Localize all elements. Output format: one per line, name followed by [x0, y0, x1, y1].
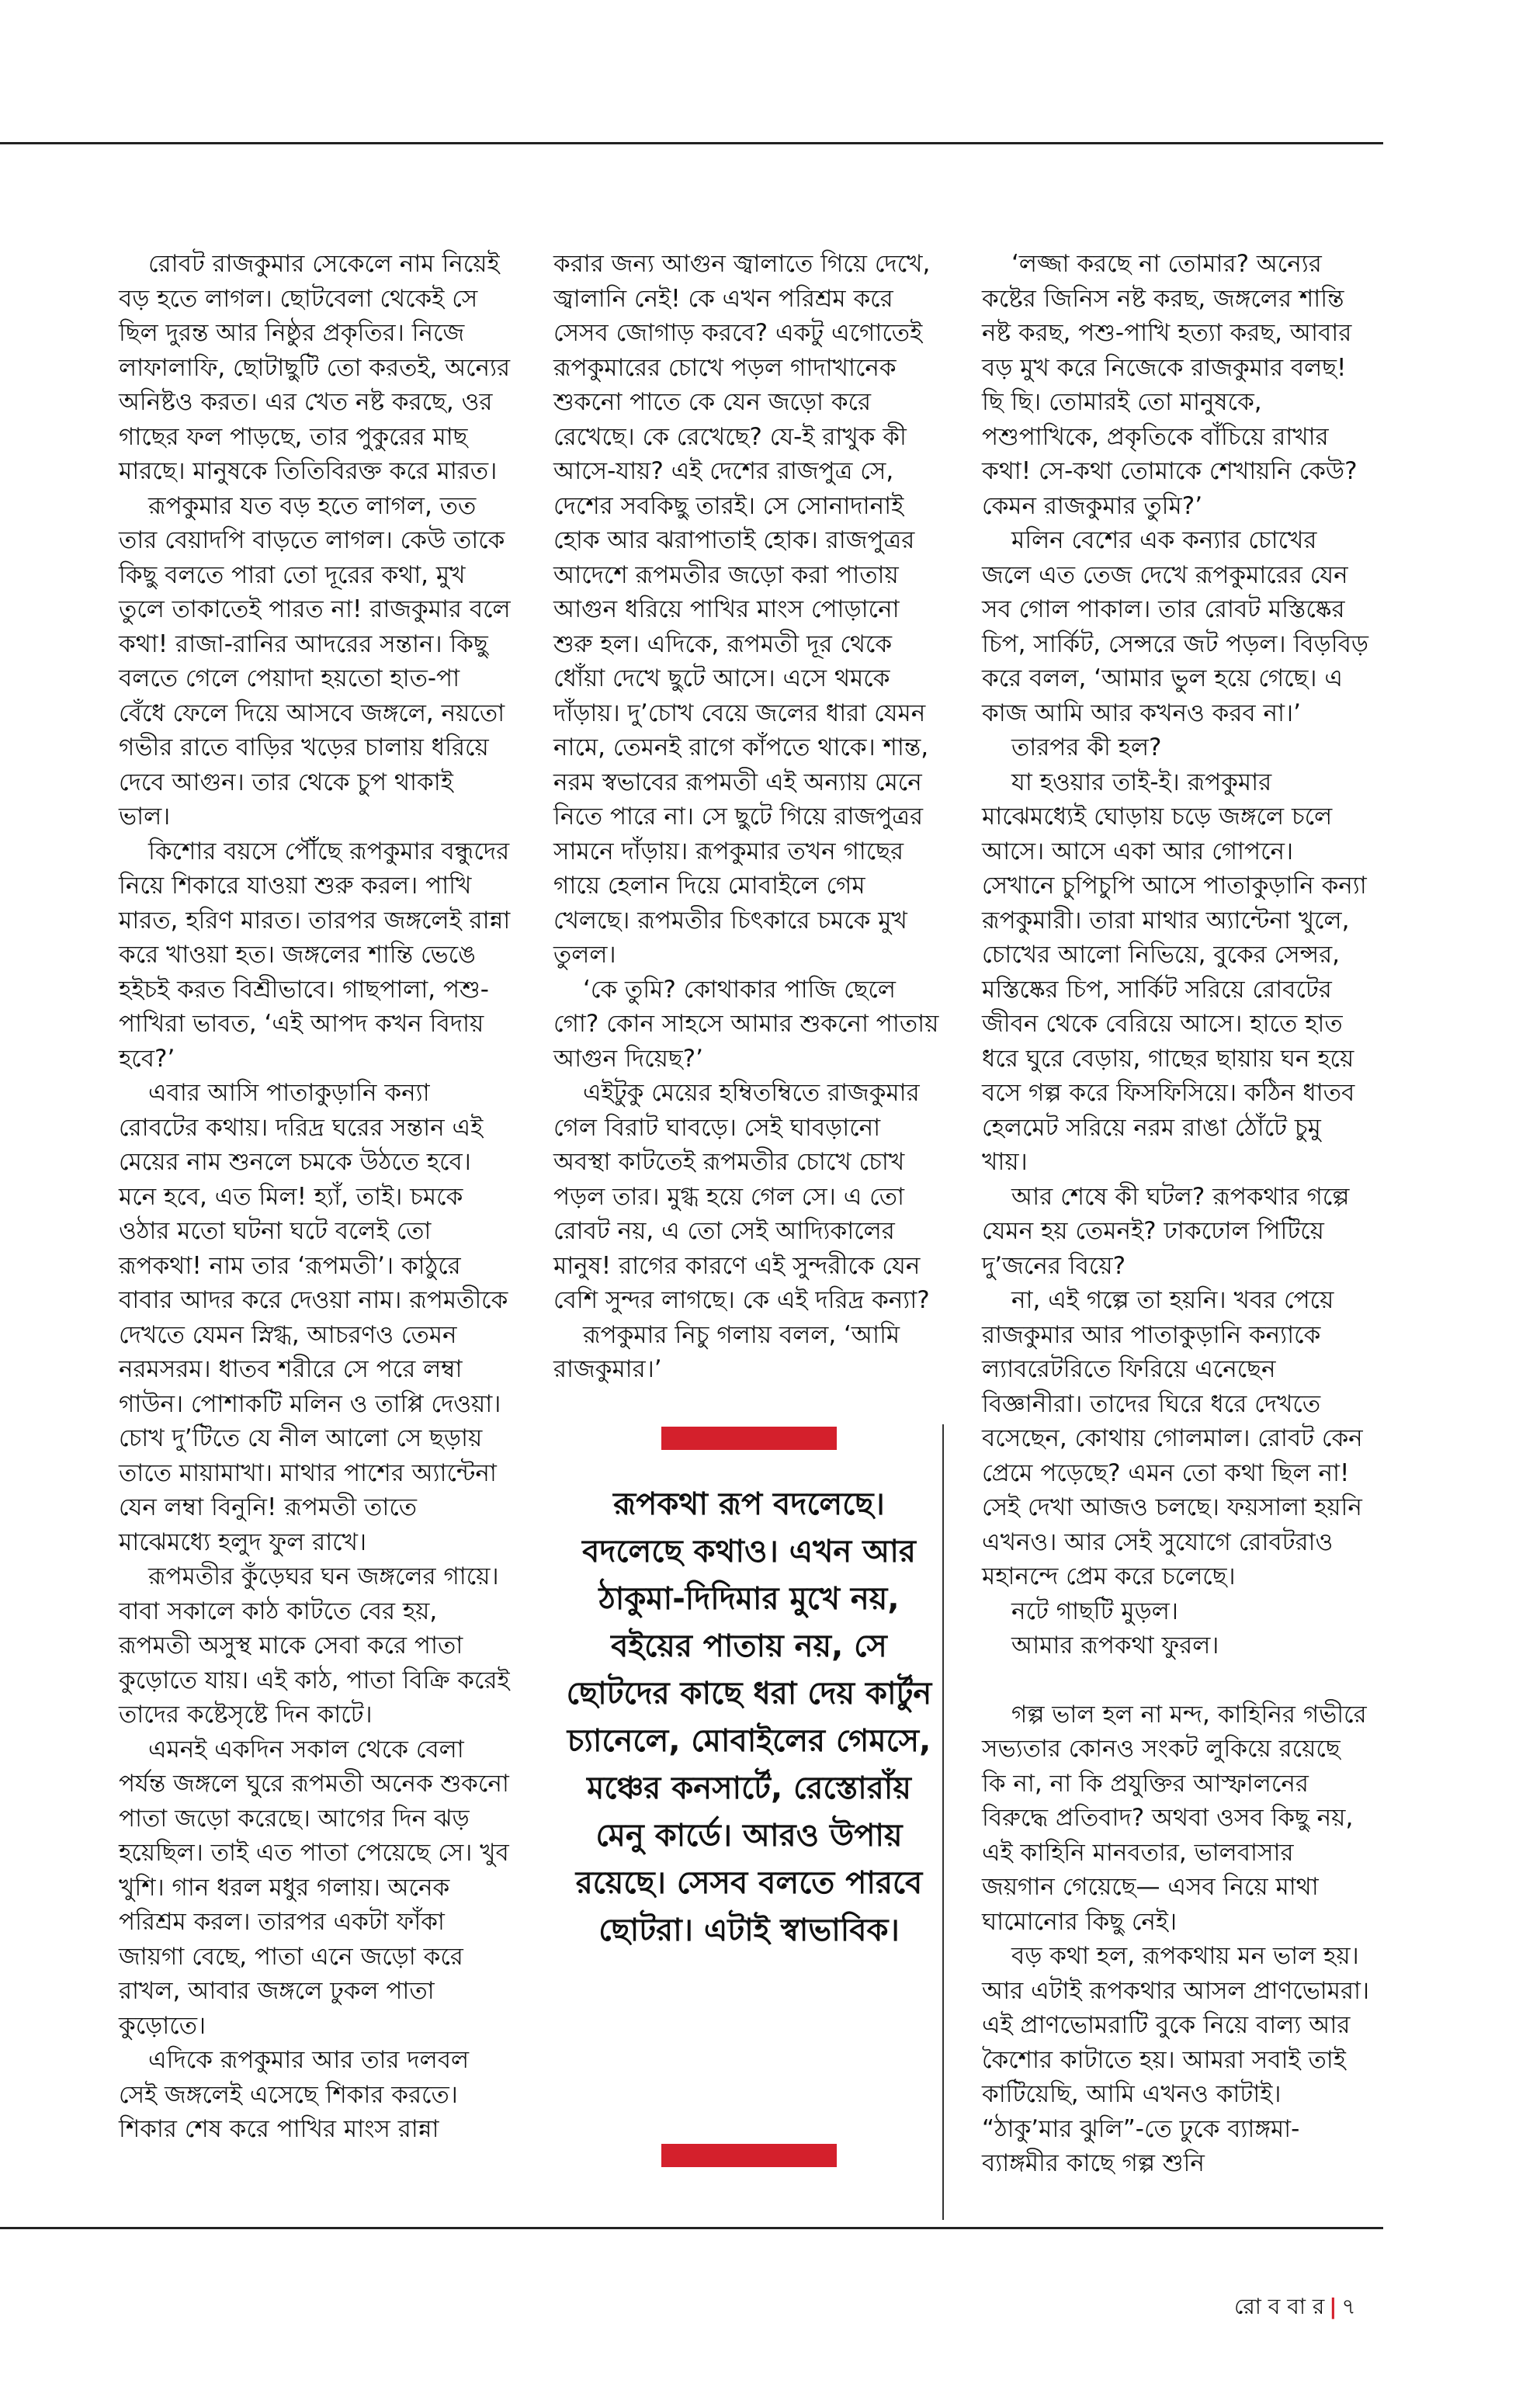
paragraph: না, এই গল্পে তা হয়নি। খবর পেয়ে রাজকুমার আর পাতাকুড়ানি কন্যাকে ল্যাবরেটরিতে ফিরিয়ে এনেছেন বিজ্ঞানীরা। তাদের ঘিরে ধরে দেখতে বসেছেন, কোথায় গোলমাল। রোবট কেন প্রেমে পড়েছে? এমন তো কথা ছিল না! সেই দেখা আজও চলছে। ফয়সালা হয়নি এখনও। আর সেই সুযোগে রোবটরাও মহানন্দে প্রেম করে চলেছে। — [982, 1286, 1363, 1590]
pull-quote: রূপকথা রূপ বদলেছে। বদলেছে কথাও। এখন আর ঠাকুমা-দিদিমার মুখে নয়, বইয়ের পাতায় নয়, সে ছোটদের কাছে ধরা দেয় কার্টুন চ্যানেলে, মোবাইলের গেমসে, মঞ্চের কনসার্টে, রেস্তোরাঁয় মেনু কার্ডে। আরও উপায় রয়েছে। সেসব বলতে পারবে ছোটরা। এটাই স্বাভাবিক। — [566, 1486, 932, 1948]
column-divider — [942, 1424, 944, 2220]
pull-quote-bottom-bar — [661, 2144, 837, 2167]
paragraph: মলিন বেশের এক কন্যার চোখের জলে এত তেজ দেখে রূপকুমারের যেন সব গোল পাকাল। তার রোবট মস্তিষ্কের চিপ, সার্কিট, সেন্সরে জট পড়ল। বিড়বিড় করে বলল, ‘আমার ভুল হয়ে গেছে। এ কাজ আমি আর কখনও করব না।’ — [982, 526, 1368, 727]
paragraph: করার জন্য আগুন জ্বালাতে গিয়ে দেখে, জ্বালানি নেই! কে এখন পরিশ্রম করে সেসব জোগাড় করবে? একটু এগোতেই রূপকুমারের চোখে পড়ল গাদাখানেক শুকনো পাতে কে যেন জড়ো করে রেখেছে। কে রেখেছে? যে-ই রাখুক কী আসে-যায়? এই দেশের রাজপুত্র সে, দেশের সবকিছু তারই। সে সোনাদানাই হোক আর ঝরাপাতাই হোক। রাজপুত্রর আদেশে রূপমতীর জড়ো করা পাতায় আগুন ধরিয়ে পাখির মাংস পোড়ানো শুরু হল। এদিকে, রূপমতী দূর থেকে ধোঁয়া দেখে ছুটে আসে। এসে থমকে দাঁড়ায়। দু’চোখ বেয়ে জলের ধারা যেমন নামে, তেমনই রাগে কাঁপতে থাকে। শান্ত, নরম স্বভাবের রূপমতী এই অন্যায় মেনে নিতে পারে না। সে ছুটে গিয়ে রাজপুত্রর সামনে দাঁড়ায়। রূপকুমার তখন গাছের গায়ে হেলান দিয়ে মোবাইলে গেম খেলছে। রূপমতীর চিৎকারে চমকে মুখ তুলল। — [553, 250, 931, 969]
page-footer — [1234, 2290, 1356, 2326]
top-rule — [0, 142, 1383, 144]
section-break — [982, 1663, 1370, 1698]
paragraph: আর শেষে কী ঘটল? রূপকথার গল্পে যেমন হয় তেমনই? ঢাকঢোল পিটিয়ে দু’জনের বিয়ে? — [982, 1182, 1350, 1280]
paragraph: কিশোর বয়সে পৌঁছে রূপকুমার বন্ধুদের নিয়ে শিকারে যাওয়া শুরু করল। পাখি মারত, হরিণ মারত। তারপর জঙ্গলেই রান্না করে খাওয়া হত। জঙ্গলের শান্তি ভেঙে হইচই করত বিশ্রীভাবে। গাছপালা, পশু-পাখিরা ভাবত, ‘এই আপদ কখন বিদায় হবে?’ — [119, 837, 511, 1073]
paragraph: তারপর কী হল? — [1011, 734, 1162, 761]
paragraph: আমার রূপকথা ফুরল। — [1011, 1632, 1219, 1659]
paragraph: রূপকুমার নিচু গলায় বলল, ‘আমি রাজকুমার।’ — [553, 1320, 900, 1383]
page-number: ৭ — [1341, 2294, 1356, 2319]
article-column-3 — [982, 247, 1370, 2181]
paragraph: গল্প ভাল হল না মন্দ, কাহিনির গভীরে সভ্যতার কোনও সংকট লুকিয়ে রয়েছে কি না, না কি প্রযুক্তির আস্ফালনের বিরুদ্ধে প্রতিবাদ? অথবা ওসব কিছু নয়, এই কাহিনি মানবতার, ভালবাসার জয়গান গেয়েছে— এসব নিয়ে মাথা ঘামোনোর কিছু নেই। — [982, 1700, 1367, 1936]
paragraph: এবার আসি পাতাকুড়ানি কন্যা রোবটের কথায়। দরিদ্র ঘরের সন্তান এই মেয়ের নাম শুনলে চমকে উঠতে হবে। মনে হবে, এত মিল! হ্যাঁ, তাই। চমকে ওঠার মতো ঘটনা ঘটে বলেই তো রূপকথা! নাম তার ‘রূপমতী’। কাঠুরে বাবার আদর করে দেওয়া নাম। রূপমতীকে দেখতে যেমন স্নিগ্ধ, আচরণও তেমন নরমসরম। ধাতব শরীরে সে পরে লম্বা গাউন। পোশাকটি মলিন ও তাপ্পি দেওয়া। চোখ দু’টিতে যে নীল আলো সে ছড়ায় তাতে মায়ামাখা। মাথার পাশের অ্যান্টেনা যেন লম্বা বিনুনি! রূপমতী তাতে মাঝেমধ্যে হলুদ ফুল রাখে। — [119, 1079, 508, 1556]
magazine-name: রো ব বা র — [1234, 2294, 1325, 2319]
paragraph: রূপমতীর কুঁড়েঘর ঘন জঙ্গলের গায়ে। বাবা সকালে কাঠ কাটতে বের হয়, রূপমতী অসুস্থ মাকে সেবা করে পাতা কুড়োতে যায়। এই কাঠ, পাতা বিক্রি করেই তাদের কষ্টেসৃষ্টে দিন কাটে। — [119, 1562, 510, 1729]
footer-separator: | — [1329, 2294, 1337, 2319]
paragraph: ‘লজ্জা করছে না তোমার? অন্যের কষ্টের জিনিস নষ্ট করছ, জঙ্গলের শান্তি নষ্ট করছ, পশু-পাখি হত্যা করছ, আবার বড় মুখ করে নিজেকে রাজকুমার বলছ! ছি ছি। তোমারই তো মানুষকে, পশুপাখিকে, প্রকৃতিকে বাঁচিয়ে রাখার কথা! সে-কথা তোমাকে শেখায়নি কেউ? কেমন রাজকুমার তুমি?’ — [982, 250, 1358, 520]
paragraph: এইটুকু মেয়ের হম্বিতম্বিতে রাজকুমার গেল বিরাট ঘাবড়ে। সেই ঘাবড়ানো অবস্থা কাটতেই রূপমতীর চোখে চোখ পড়ল তার। মুগ্ধ হয়ে গেল সে। এ তো রোবট নয়, এ তো সেই আদ্যিকালের মানুষ! রাগের কারণে এই সুন্দরীকে যেন বেশি সুন্দর লাগছে। কে এই দরিদ্র কন্যা? — [553, 1079, 930, 1314]
pull-quote-top-bar — [661, 1427, 837, 1450]
paragraph: রূপকুমার যত বড় হতে লাগল, তত তার বেয়াদপি বাড়তে লাগল। কেউ তাকে কিছু বলতে পারা তো দূরের কথা, মুখ তুলে তাকাতেই পারত না! রাজকুমার বলে কথা! রাজা-রানির আদরের সন্তান। কিছু বলতে গেলে পেয়াদা হয়তো হাত-পা বেঁধে ফেলে দিয়ে আসবে জঙ্গলে, নয়তো গভীর রাতে বাড়ির খড়ের চালায় ধরিয়ে দেবে আগুন। তার থেকে চুপ থাকাই ভাল। — [119, 491, 511, 831]
paragraph: নটে গাছটি মুড়ল। — [1011, 1597, 1178, 1625]
article-column-2 — [553, 247, 942, 1387]
bottom-rule — [0, 2227, 1383, 2229]
paragraph: এদিকে রূপকুমার আর তার দলবল সেই জঙ্গলেই এসেছে শিকার করতে। শিকার শেষ করে পাখির মাংস রান্না — [119, 2046, 470, 2143]
article-column-1 — [119, 247, 511, 2147]
paragraph: বড় কথা হল, রূপকথায় মন ভাল হয়। আর এটাই রূপকথার আসল প্রাণভোমরা। এই প্রাণভোমরাটি বুকে নিয়ে বাল্য আর কৈশোর কাটাতে হয়। আমরা সবাই তাই কাটিয়েছি, আমি এখনও কাটাই। “ঠাকু’মার ঝুলি”-তে ঢুকে ব্যাঙ্গমা-ব্যাঙ্গমীর কাছে গল্প শুনি — [982, 1942, 1370, 2177]
paragraph: এমনই একদিন সকাল থেকে বেলা পর্যন্ত জঙ্গলে ঘুরে রূপমতী অনেক শুকনো পাতা জড়ো করেছে। আগের দিন ঝড় হয়েছিল। তাই এত পাতা পেয়েছে সে। খুব খুশি। গান ধরল মধুর গলায়। অনেক পরিশ্রম করল। তারপর একটা ফাঁকা জায়গা বেছে, পাতা এনে জড়ো করে রাখল, আবার জঙ্গলে ঢুকল পাতা কুড়োতে। — [119, 1735, 509, 2040]
paragraph: রোবট রাজকুমার সেকেলে নাম নিয়েই বড় হতে লাগল। ছোটবেলা থেকেই সে ছিল দুরন্ত আর নিষ্ঠুর প্রকৃতির। নিজে লাফালাফি, ছোটাছুটি তো করতই, অন্যের অনিষ্টও করত। এর খেত নষ্ট করছে, ওর গাছের ফল পাড়ছে, তার পুকুরের মাছ মারছে। মানুষকে তিতিবিরক্ত করে মারত। — [119, 250, 511, 485]
paragraph: যা হওয়ার তাই-ই। রূপকুমার মাঝেমধ্যেই ঘোড়ায় চড়ে জঙ্গলে চলে আসে। আসে একা আর গোপনে। সেখানে চুপিচুপি আসে পাতাকুড়ানি কন্যা রূপকুমারী। তারা মাথার অ্যান্টেনা খুলে, চোখের আলো নিভিয়ে, বুকের সেন্সর, মস্তিষ্কের চিপ, সার্কিট সরিয়ে রোবটের জীবন থেকে বেরিয়ে আসে। হাতে হাত ধরে ঘুরে বেড়ায়, গাছের ছায়ায় ঘন হয়ে বসে গল্প করে ফিসফিসিয়ে। কঠিন ধাতব হেলমেট সরিয়ে নরম রাঙা ঠোঁটে চুমু খায়। — [982, 768, 1367, 1176]
paragraph: ‘কে তুমি? কোথাকার পাজি ছেলে গো? কোন সাহসে আমার শুকনো পাতায় আগুন দিয়েছ?’ — [553, 975, 939, 1073]
